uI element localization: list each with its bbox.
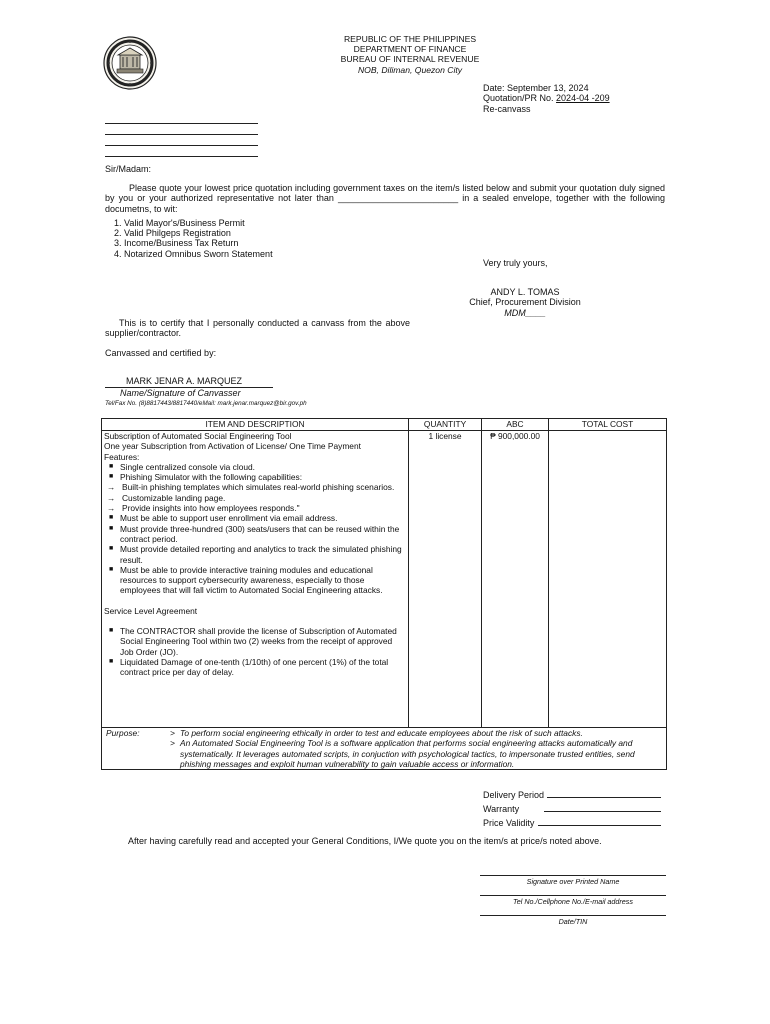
sla-item bbox=[104, 657, 406, 678]
bullet-icon: ■ bbox=[109, 514, 114, 522]
closing: Very truly yours, bbox=[483, 258, 548, 268]
feature-item bbox=[104, 472, 406, 482]
feature-item bbox=[104, 462, 406, 472]
purpose-text: To perform social engineering ethically in order to test and educate employees about the risk of such attacks. bbox=[180, 728, 583, 738]
feature-text: Provide insights into how employees responds." bbox=[122, 503, 300, 514]
canvasser-caption: Name/Signature of Canvasser bbox=[120, 388, 241, 398]
header-republic: REPUBLIC OF THE PHILIPPINES bbox=[343, 34, 477, 44]
items-table bbox=[101, 418, 667, 770]
sla-text: Liquidated Damage of one-tenth (1/10th) of one percent (1%) of the total contract price per day of delay. bbox=[120, 656, 389, 678]
sla-list bbox=[104, 626, 406, 677]
quotation-label: Quotation/PR No. bbox=[483, 93, 557, 104]
feature-text: Customizable landing page. bbox=[122, 492, 226, 503]
header-department: DEPARTMENT OF FINANCE bbox=[353, 44, 467, 55]
price-validity-field[interactable] bbox=[538, 816, 661, 826]
item-description-cell bbox=[102, 431, 409, 728]
feature-text: Single centralized console via cloud. bbox=[120, 461, 256, 472]
bir-seal-logo bbox=[103, 36, 157, 90]
table-row bbox=[102, 431, 667, 728]
sla-item bbox=[104, 626, 406, 657]
header-quantity: QUANTITY bbox=[409, 419, 482, 431]
requirement-item: 1. Valid Mayor's/Business Permit bbox=[124, 218, 408, 228]
acceptance-statement: After having carefully read and accepted your General Conditions, I/We quote you on the item/s at price/s noted above. bbox=[128, 836, 602, 846]
features-list bbox=[104, 462, 406, 596]
feature-text: Must provide three-hundred (300) seats/users that can be reused within the contract period. bbox=[120, 523, 400, 544]
canvass-status: Re-canvass bbox=[483, 103, 531, 114]
features-label: Features: bbox=[104, 451, 140, 462]
requirements-list bbox=[108, 218, 408, 259]
signatory-block bbox=[420, 287, 630, 318]
purpose-block bbox=[104, 728, 664, 769]
canvasser-contact: Tel/Fax No. (8)8817443/8817440/eMail: mark.jenar.marquez@bir.gov.ph bbox=[105, 400, 307, 407]
requirement-item: 4. Notarized Omnibus Sworn Statement bbox=[124, 249, 408, 259]
quotation-value: 2024-04 -209 bbox=[556, 93, 610, 104]
delivery-terms bbox=[483, 788, 673, 830]
header-bureau: BUREAU OF INTERNAL REVENUE bbox=[340, 54, 480, 65]
purpose-label: Purpose: bbox=[106, 728, 140, 738]
item-title: Subscription of Automated Social Engineering Tool bbox=[104, 431, 292, 441]
abc-cell: ₱ 900,000.00 bbox=[482, 431, 549, 728]
warranty-row[interactable] bbox=[483, 802, 673, 816]
purpose-item: > An Automated Social Engineering Tool is a software application that performs social engineering attacks automatically and systematically. It leverages automated scripts, in conjuction with psychological tactics, to impersonate trusted entities, send phishing messages and exploit human vulnerability to gain valuable access or information. bbox=[170, 738, 635, 769]
bullet-icon: ■ bbox=[109, 545, 114, 553]
agency-header bbox=[250, 34, 570, 75]
signature-line-name[interactable]: Signature over Printed Name bbox=[480, 875, 666, 886]
feature-item bbox=[104, 524, 406, 545]
price-validity-row[interactable] bbox=[483, 816, 673, 830]
total-cost-cell bbox=[549, 431, 667, 728]
feature-text: Must provide detailed reporting and analytics to track the simulated phishing result. bbox=[120, 544, 402, 565]
bullet-icon: ■ bbox=[109, 627, 114, 635]
feature-item bbox=[104, 565, 406, 596]
purpose-cell bbox=[102, 728, 667, 770]
quantity-cell: 1 license bbox=[409, 431, 482, 728]
delivery-period-row[interactable] bbox=[483, 788, 673, 802]
header-address: NOB, Diliman, Quezon City bbox=[357, 64, 463, 75]
feature-subitem bbox=[104, 503, 406, 513]
purpose-item: > To perform social engineering ethically in order to test and educate employees about the risk of such attacks. bbox=[170, 728, 583, 738]
signatory-initials: MDM____ bbox=[504, 307, 546, 318]
signatory-name: ANDY L. TOMAS bbox=[490, 287, 560, 297]
feature-text: Must be able to provide interactive training modules and educational resources to support cybersecurity awareness, especially to those employees that will fall victim to Automated Social Engineering attacks. bbox=[120, 564, 383, 596]
feature-text: Phishing Simulator with the following capabilities: bbox=[120, 472, 303, 483]
feature-text: Must be able to support user enrollment via email address. bbox=[120, 513, 338, 524]
purpose-text: An Automated Social Engineering Tool is a software application that performs social engineering attacks automatically and systematically. It leverages automated scripts, in conjuction with psychological tactics, to impersonate trusted entities, send phishing messages and exploit human vulnerability to gain valuable access or information. bbox=[180, 738, 635, 769]
bullet-icon: ■ bbox=[109, 473, 114, 481]
address-line bbox=[105, 113, 258, 124]
header-total-cost: TOTAL COST bbox=[549, 419, 667, 431]
warranty-label: Warranty bbox=[483, 804, 520, 814]
bullet-icon: ■ bbox=[109, 565, 114, 573]
intro-text-end: in a sealed envelope, together with the following documetns, to wit: bbox=[105, 193, 665, 214]
warranty-field[interactable] bbox=[544, 802, 661, 812]
sla-text: The CONTRACTOR shall provide the license of Subscription of Automated Social Engineering Tool within two (2) weeks from the receipt of approved Job Order (JO). bbox=[120, 626, 397, 657]
signature-line-date[interactable]: Date/TIN bbox=[480, 915, 666, 926]
quotation-number bbox=[483, 93, 683, 103]
sla-label: Service Level Agreement bbox=[104, 605, 198, 616]
document-meta bbox=[483, 83, 683, 114]
header-abc: ABC bbox=[482, 419, 549, 431]
delivery-period-label: Delivery Period bbox=[483, 790, 545, 800]
bullet-icon: ■ bbox=[109, 462, 114, 470]
intro-text: Please quote your lowest price quotation including government taxes on the item/s listed below and submit your quotation duly signed by you or your authorized representative not later than bbox=[105, 183, 665, 204]
salutation: Sir/Madam: bbox=[105, 164, 152, 174]
feature-text: Built-in phishing templates which simulates real-world phishing scenarios. bbox=[122, 482, 395, 493]
deadline-blank: ________________________ bbox=[337, 193, 459, 204]
arrow-icon: → bbox=[107, 503, 116, 514]
price-validity-label: Price Validity bbox=[483, 818, 535, 828]
address-line bbox=[105, 124, 258, 135]
requirement-item: 3. Income/Business Tax Return bbox=[124, 238, 408, 248]
intro-paragraph bbox=[105, 183, 665, 214]
delivery-period-field[interactable] bbox=[547, 788, 661, 798]
feature-subitem bbox=[104, 493, 406, 503]
certification-text: This is to certify that I personally conducted a canvass from the above supplier/contractor. bbox=[105, 318, 410, 339]
canvasser-name: MARK JENAR A. MARQUEZ bbox=[126, 376, 243, 386]
item-subtitle: One year Subscription from Activation of License/ One Time Payment bbox=[104, 441, 361, 452]
arrow-icon: → bbox=[107, 492, 116, 503]
canvassed-label: Canvassed and certified by: bbox=[105, 348, 217, 358]
document-date: Date: September 13, 2024 bbox=[483, 83, 589, 93]
bullet-icon: ■ bbox=[109, 657, 114, 665]
signatory-title: Chief, Procurement Division bbox=[469, 297, 581, 308]
feature-item bbox=[104, 544, 406, 565]
header-item-description: ITEM AND DESCRIPTION bbox=[102, 419, 409, 431]
feature-item bbox=[104, 513, 406, 523]
bullet-icon: ■ bbox=[109, 524, 114, 532]
feature-subitem bbox=[104, 482, 406, 492]
requirement-item: 2. Valid Philgeps Registration bbox=[124, 228, 408, 238]
table-header-row bbox=[102, 419, 667, 431]
purpose-row bbox=[102, 728, 667, 770]
supplier-address-lines bbox=[105, 113, 258, 157]
signature-line-contact[interactable]: Tel No./Cellphone No./E-mail address bbox=[480, 895, 666, 906]
arrow-icon: → bbox=[107, 482, 116, 493]
address-line bbox=[105, 135, 258, 146]
address-line bbox=[105, 146, 258, 157]
